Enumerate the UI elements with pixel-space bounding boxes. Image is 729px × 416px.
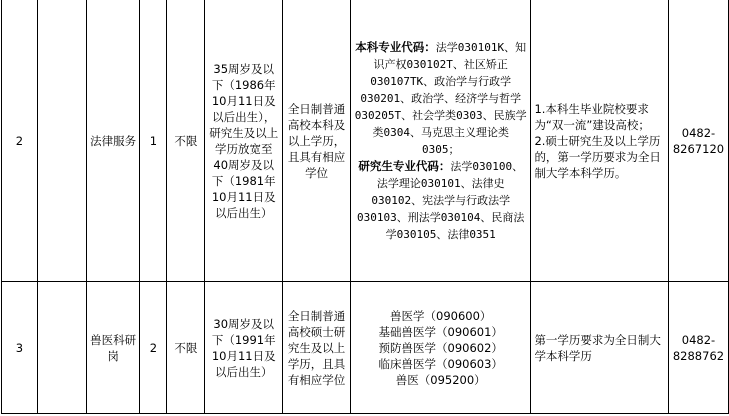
major-item: 兽医学（090600） (390, 308, 492, 323)
major-item: 预防兽医学（090602） (378, 340, 503, 355)
undergrad-code-title: 本科专业代码： (355, 39, 436, 54)
table-row (2, 0, 729, 282)
requirement-item: 2.硕士研究生及以上学历的，第一学历要求为全日制大学本科学历。 (534, 133, 661, 180)
blank-cell (37, 282, 86, 414)
position-name: 兽医科研岗 (86, 282, 140, 414)
requirement-item: 第一学历要求为全日制大学本科学历 (534, 332, 661, 363)
grad-code-list: 法学030100、法学理论030101、法律史030102、宪法学与行政法学030103、刑法学030104、民商法学030105、法律0351 (356, 159, 525, 241)
education-requirement: 全日制普通高校本科及以上学历，且具有相应学位 (283, 0, 351, 282)
grad-code-title: 研究生专业代码： (358, 158, 451, 173)
row-number: 3 (2, 282, 38, 414)
row-number: 2 (2, 0, 38, 282)
undergrad-code-list: 法学030101K、知识产权030102T、社区矫正030107TK、政治学与行政学030201、政治学、经济学与哲学030205T、社会学类0303、民族学类0304、马克思主义理论类0305； (354, 40, 527, 156)
gender-requirement: 不限 (167, 282, 205, 414)
contact-phone: 0482-8267120 (668, 0, 728, 282)
blank-cell (37, 0, 86, 282)
education-requirement: 全日制普通高校硕士研究生及以上学历，且具有相应学位 (283, 282, 351, 414)
other-requirements (531, 0, 669, 282)
contact-phone: 0482-8288762 (668, 282, 728, 414)
age-requirement: 35周岁及以下（1986年10月11日及以后出生），研究生及以上学历放宽至40周岁及以下（1981年10月11日及以后出生） (205, 0, 283, 282)
major-requirement (350, 0, 530, 282)
other-requirements (531, 282, 669, 414)
headcount: 2 (140, 282, 167, 414)
gender-requirement: 不限 (167, 0, 205, 282)
headcount: 1 (140, 0, 167, 282)
age-requirement: 30周岁及以下（1991年10月11日及以后出生） (205, 282, 283, 414)
recruitment-table (1, 0, 729, 414)
major-item: 基础兽医学（090601） (378, 324, 503, 339)
table-row (2, 282, 729, 414)
major-item: 临床兽医学（090603） (378, 356, 503, 371)
major-item: 兽医（095200） (395, 372, 486, 387)
position-name: 法律服务 (86, 0, 140, 282)
requirement-item: 1.本科生毕业院校要求为“双一流”建设高校； (534, 101, 650, 132)
major-requirement (350, 282, 530, 414)
